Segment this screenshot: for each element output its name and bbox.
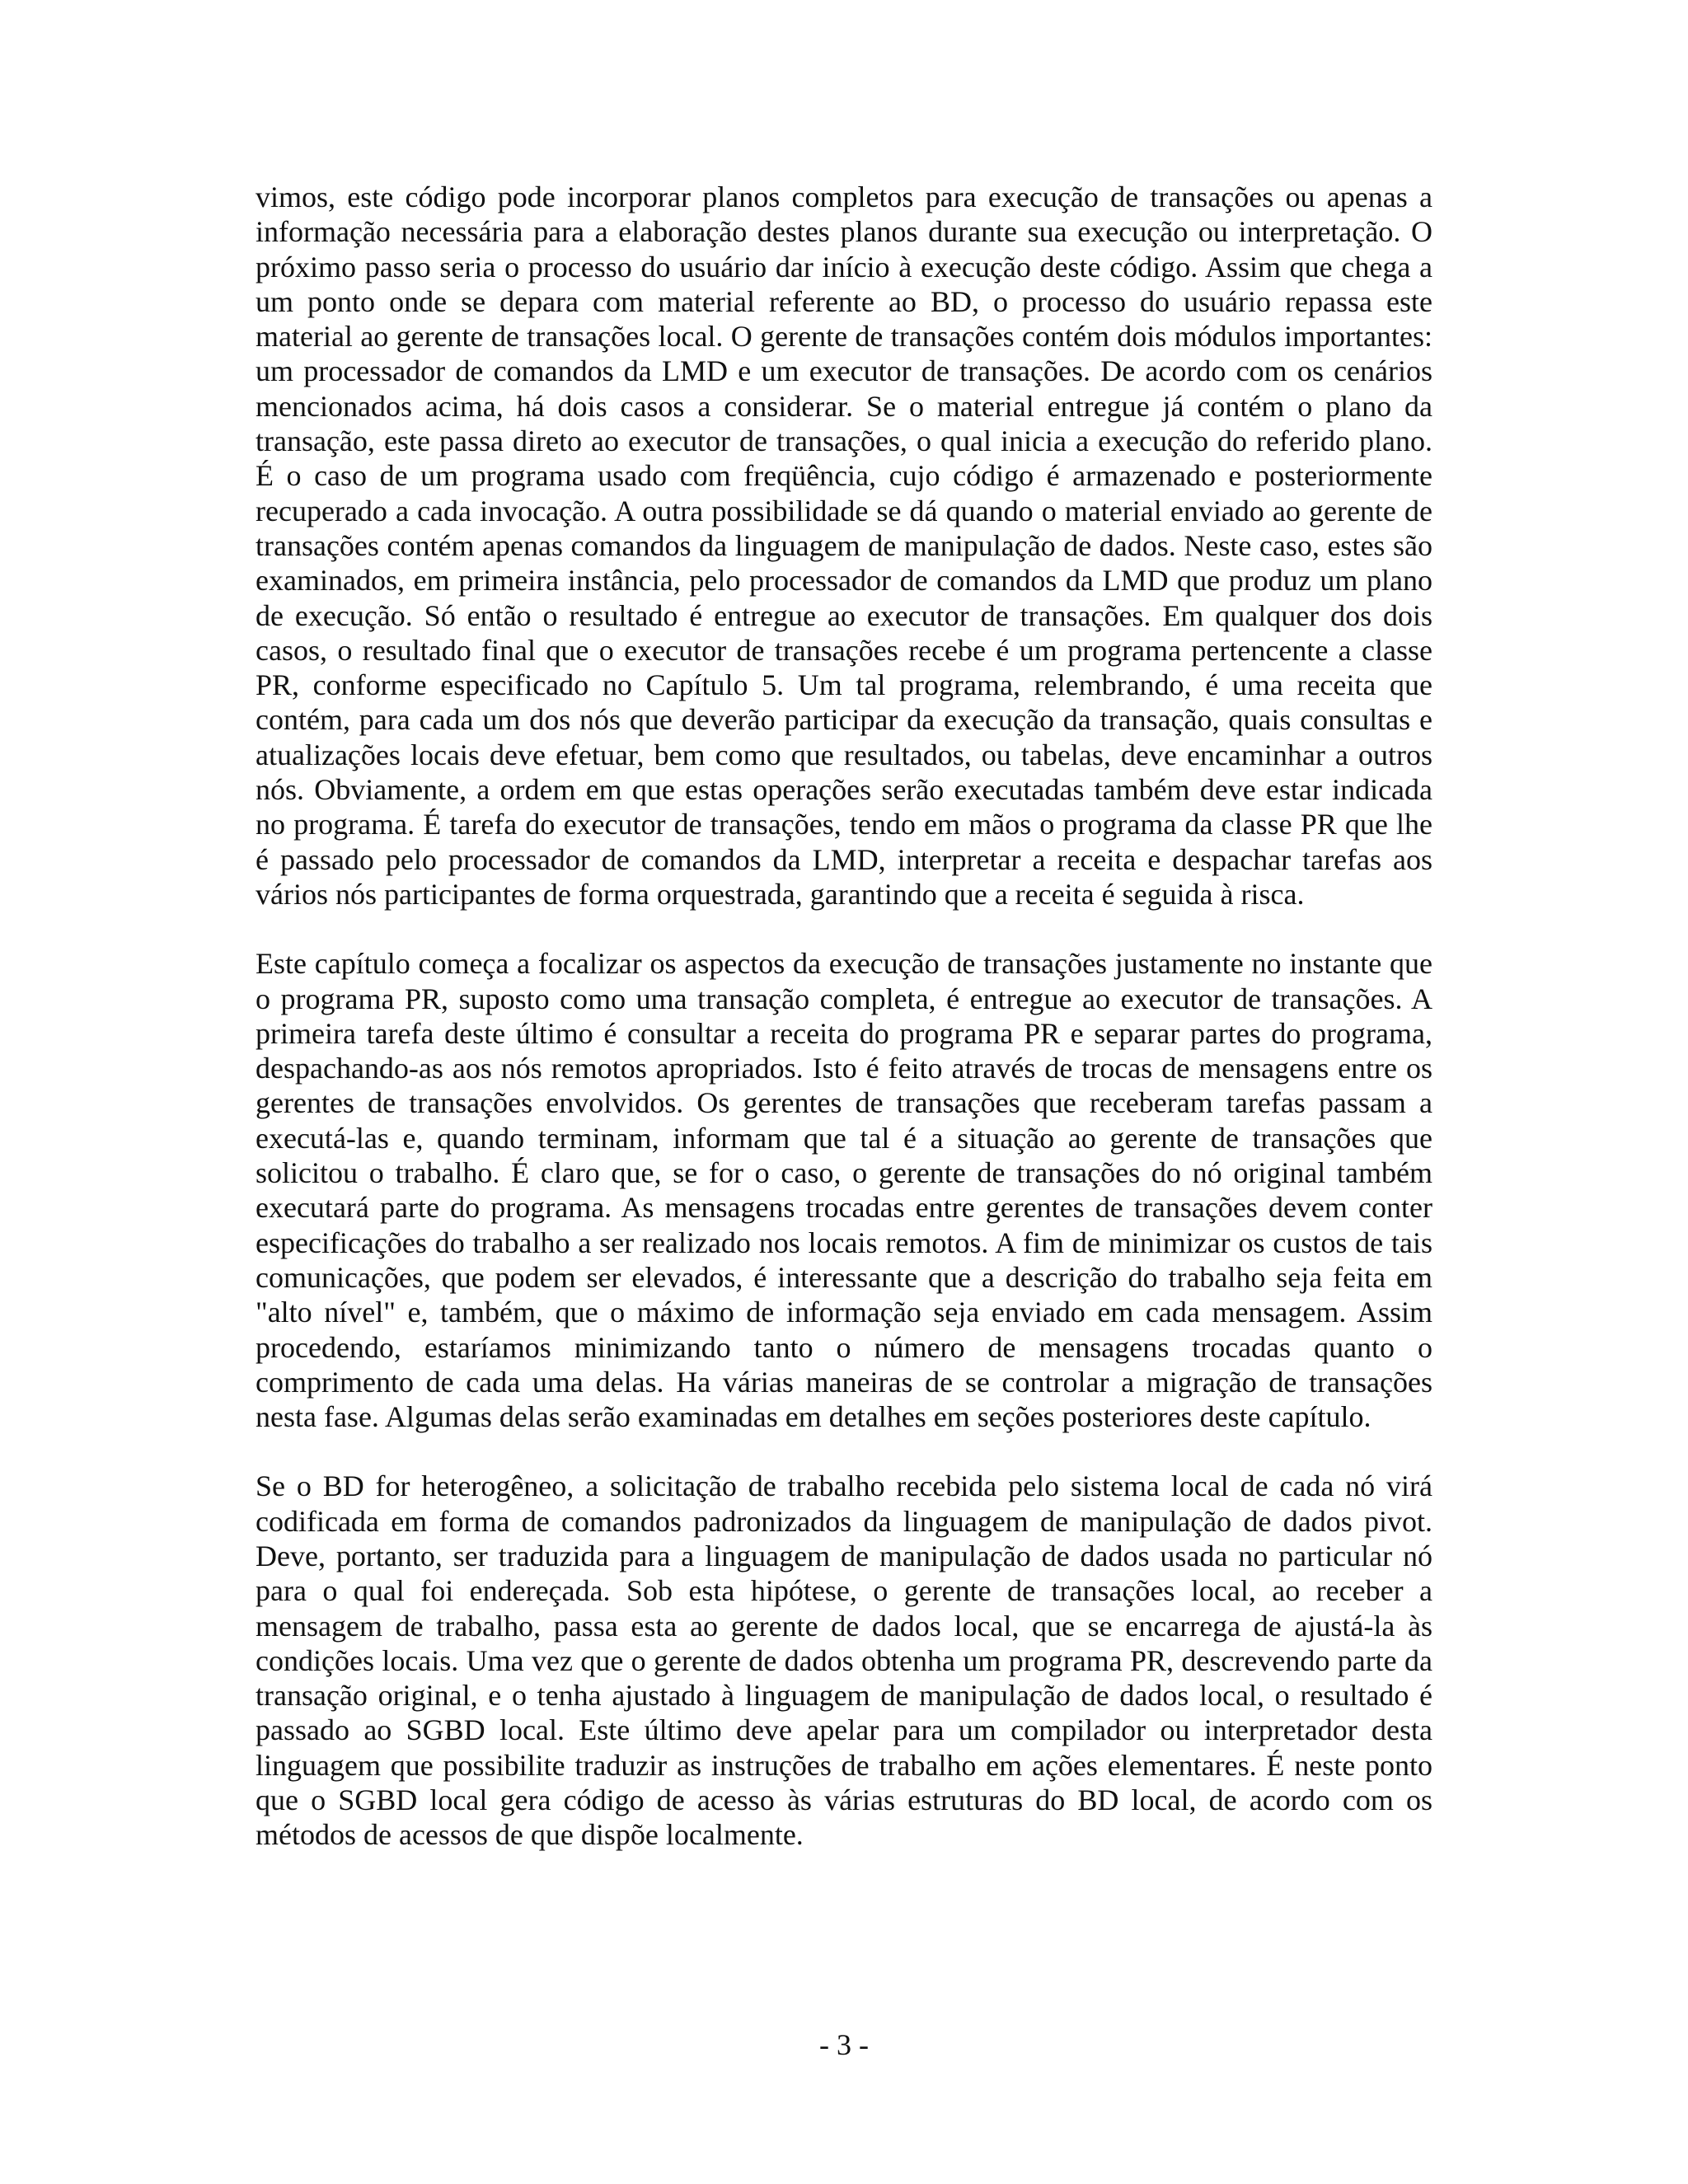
paragraph-1: vimos, este código pode incorporar planos completos para execução de transações ou apenas a informação necessária para a elaboração destes planos durante sua execução ou interpretação. O próximo passo seria o processo do usuário dar início à execução deste código. Assim que chega a um ponto onde se depara com material referente ao BD, o processo do usuário repassa este material ao gerente de transações local. O gerente de transações contém dois módulos importantes: um processador de comandos da LMD e um executor de transações. De acordo com os cenários mencionados acima, há dois casos a considerar. Se o material entregue já contém o plano da transação, este passa direto ao executor de transações, o qual inicia a execução do referido plano. É o caso de um programa usado com freqüência, cujo código é armazenado e posteriormente recuperado a cada invocação. A outra possibilidade se dá quando o material enviado ao gerente de transações contém apenas comandos da linguagem de manipulação de dados. Neste caso, estes são examinados, em primeira instância, pelo processador de comandos da LMD que produz um plano de execução. Só então o resultado é entregue ao executor de transações. Em qualquer dos dois casos, o resultado final que o executor de transações recebe é um programa pertencente a classe PR, conforme especificado no Capítulo 5. Um tal programa, relembrando, é uma receita que contém, para cada um dos nós que deverão participar da execução da transação, quais consultas e atualizações locais deve efetuar, bem como que resultados, ou tabelas, deve encaminhar a outros nós. Obviamente, a ordem em que estas operações serão executadas também deve estar indicada no programa. É tarefa do executor de transações, tendo em mãos o programa da classe PR que lhe é passado pelo processador de comandos da LMD, interpretar a receita e despachar tarefas aos vários nós participantes de forma orquestrada, garantindo que a receita é seguida à risca.: [256, 180, 1432, 911]
page-number: - 3 -: [819, 2028, 869, 2061]
paragraph-3: Se o BD for heterogêneo, a solicitação de trabalho recebida pelo sistema local de cada nó virá codificada em forma de comandos padronizados da linguagem de manipulação de dados pivot. Deve, portanto, ser traduzida para a linguagem de manipulação de dados usada no particular nó para o qual foi endereçada. Sob esta hipótese, o gerente de transações local, ao receber a mensagem de trabalho, passa esta ao gerente de dados local, que se encarrega de ajustá-la às condições locais. Uma vez que o gerente de dados obtenha um programa PR, descrevendo parte da transação original, e o tenha ajustado à linguagem de manipulação de dados local, o resultado é passado ao SGBD local. Este último deve apelar para um compilador ou interpretador desta linguagem que possibilite traduzir as instruções de trabalho em ações elementares. É neste ponto que o SGBD local gera código de acesso às várias estruturas do BD local, de acordo com os métodos de acessos de que dispõe localmente.: [256, 1469, 1432, 1852]
page-body: [256, 180, 1432, 1853]
paragraph-2: Este capítulo começa a focalizar os aspectos da execução de transações justamente no instante que o programa PR, suposto como uma transação completa, é entregue ao executor de transações. A primeira tarefa deste último é consultar a receita do programa PR e separar partes do programa, despachando-as aos nós remotos apropriados. Isto é feito através de trocas de mensagens entre os gerentes de transações envolvidos. Os gerentes de transações que receberam tarefas passam a executá-las e, quando terminam, informam que tal é a situação ao gerente de transações que solicitou o trabalho. É claro que, se for o caso, o gerente de transações do nó original também executará parte do programa. As mensagens trocadas entre gerentes de transações devem conter especificações do trabalho a ser realizado nos locais remotos. A fim de minimizar os custos de tais comunicações, que podem ser elevados, é interessante que a descrição do trabalho seja feita em "alto nível" e, também, que o máximo de informação seja enviado em cada mensagem. Assim procedendo, estaríamos minimizando tanto o número de mensagens trocadas quanto o comprimento de cada uma delas. Ha várias maneiras de se controlar a migração de transações nesta fase. Algumas delas serão examinadas em detalhes em seções posteriores deste capítulo.: [256, 947, 1432, 1434]
